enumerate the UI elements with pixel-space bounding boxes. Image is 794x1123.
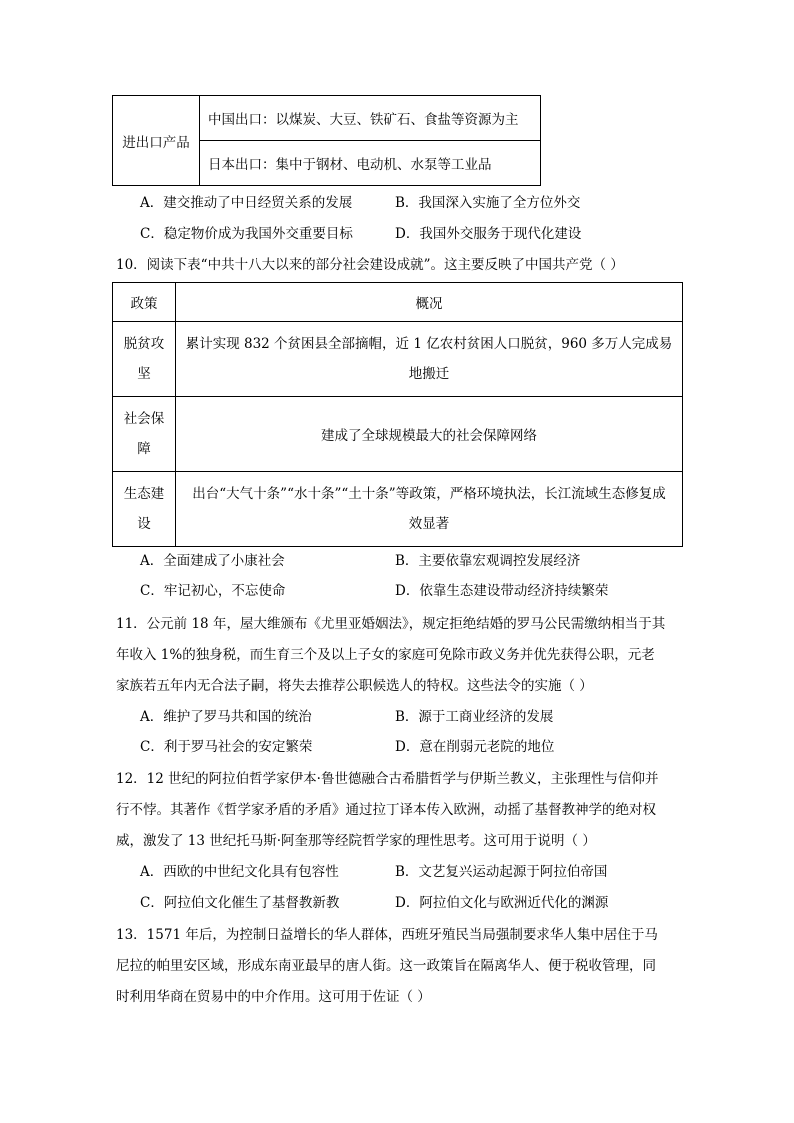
q10-head-policy: [113, 283, 176, 322]
trade-table: [112, 95, 541, 186]
china-export-text: 中国出口：以煤炭、大豆、铁矿石、食盐等资源为主: [208, 112, 519, 128]
q9-option-c: C．稳定物价成为我国外交重要目标: [140, 226, 353, 242]
q11-option-b: B．源于工商业经济的发展: [395, 709, 554, 725]
policy-text-line2: 设: [137, 516, 151, 532]
q10-option-a: A．全面建成了小康社会: [140, 553, 285, 569]
policy-text-line1: 社会保: [123, 411, 165, 427]
q11-line1: 11．公元前 18 年，屋大维颁布《尤里亚婚姻法》，规定拒绝结婚的罗马公民需缴纳相当于其: [116, 616, 666, 632]
q11-line3: 家族若五年内无合法子嗣，将失去推荐公职候选人的特权。这些法令的实施（ ）: [116, 678, 593, 694]
trade-table-japan-cell: [200, 141, 541, 186]
q11-option-c: C．利于罗马社会的安定繁荣: [140, 739, 313, 755]
table-row: [113, 397, 683, 472]
overview-text-line1: 出台“大气十条”“水十条”“土十条”等政策，严格环境执法，长江流域生态修复成: [192, 486, 666, 502]
q10-option-b: B．主要依靠宏观调控发展经济: [395, 553, 581, 569]
q13-line3: 时利用华商在贸易中的中介作用。这可用于佐证（ ）: [116, 989, 431, 1005]
policy-text-line1: 生态建: [123, 486, 165, 502]
q12-line3: 威，激发了 13 世纪托马斯·阿奎那等经院哲学家的理性思考。这可用于说明（ ）: [116, 833, 596, 849]
q12-option-a: A．西欧的中世纪文化具有包容性: [140, 864, 339, 880]
policy-cell: [113, 472, 176, 547]
overview-cell: [176, 472, 683, 547]
q9-option-d: D．我国外交服务于现代化建设: [395, 226, 582, 242]
row-label-text: 进出口产品: [122, 134, 190, 151]
q9-option-b: B．我国深入实施了全方位外交: [395, 195, 581, 211]
q9-option-a: A．建交推动了中日经贸关系的发展: [140, 195, 353, 211]
overview-text-line2: 地搬迁: [408, 366, 450, 382]
head-overview-text: 概况: [415, 296, 443, 312]
q13-line2: 尼拉的帕里安区域，形成东南亚最早的唐人街。这一政策旨在隔离华人、便于税收管理，同: [116, 958, 656, 974]
overview-cell: [176, 322, 683, 397]
q12-option-d: D．阿拉伯文化与欧洲近代化的渊源: [395, 895, 609, 911]
q10-table: [112, 282, 683, 547]
q11-option-d: D．意在削弱元老院的地位: [395, 739, 555, 755]
q12-option-c: C．阿拉伯文化催生了基督教新教: [140, 895, 340, 911]
q10-stem: 10．阅读下表“中共十八大以来的部分社会建设成就”。这主要反映了中国共产党（ ）: [116, 257, 624, 273]
head-policy-text: 政策: [130, 296, 158, 312]
q11-line2: 年收入 1%的独身税，而生育三个及以上子女的家庭可免除市政义务并优先获得公职，元老: [116, 647, 655, 663]
policy-text-line1: 脱贫攻: [123, 336, 165, 352]
q10-option-d: D．依靠生态建设带动经济持续繁荣: [395, 583, 609, 599]
policy-cell: [113, 397, 176, 472]
q11-option-a: A．维护了罗马共和国的统治: [140, 709, 312, 725]
q12-option-b: B．文艺复兴运动起源于阿拉伯帝国: [395, 864, 608, 880]
overview-text-line2: 效显著: [408, 516, 450, 532]
policy-text-line2: 坚: [137, 366, 151, 382]
overview-text-line1: 建成了全球规模最大的社会保障网络: [321, 428, 537, 444]
overview-text-line1: 累计实现 832 个贫困县全部摘帽，近 1 亿农村贫困人口脱贫，960 多万人完成易: [185, 336, 673, 352]
q12-line2: 行不悖。其著作《哲学家矛盾的矛盾》通过拉丁译本传入欧洲，动摇了基督教神学的绝对权: [116, 802, 656, 818]
q10-head-overview: [176, 283, 683, 322]
policy-text-line2: 障: [137, 441, 151, 457]
q10-option-c: C．牢记初心，不忘使命: [140, 583, 286, 599]
q12-line1: 12．12 世纪的阿拉伯哲学家伊本·鲁世德融合古希腊哲学与伊斯兰教义，主张理性与信仰并: [116, 771, 659, 787]
overview-cell: [176, 397, 683, 472]
japan-export-text: 日本出口：集中于钢材、电动机、水泵等工业品: [208, 157, 492, 173]
policy-cell: [113, 322, 176, 397]
table-row: [113, 472, 683, 547]
table-row: [113, 322, 683, 397]
trade-table-row-label: [113, 96, 200, 186]
q13-line1: 13．1571 年后，为控制日益增长的华人群体，西班牙殖民当局强制要求华人集中居住于马: [116, 927, 658, 943]
trade-table-china-cell: [200, 96, 541, 141]
